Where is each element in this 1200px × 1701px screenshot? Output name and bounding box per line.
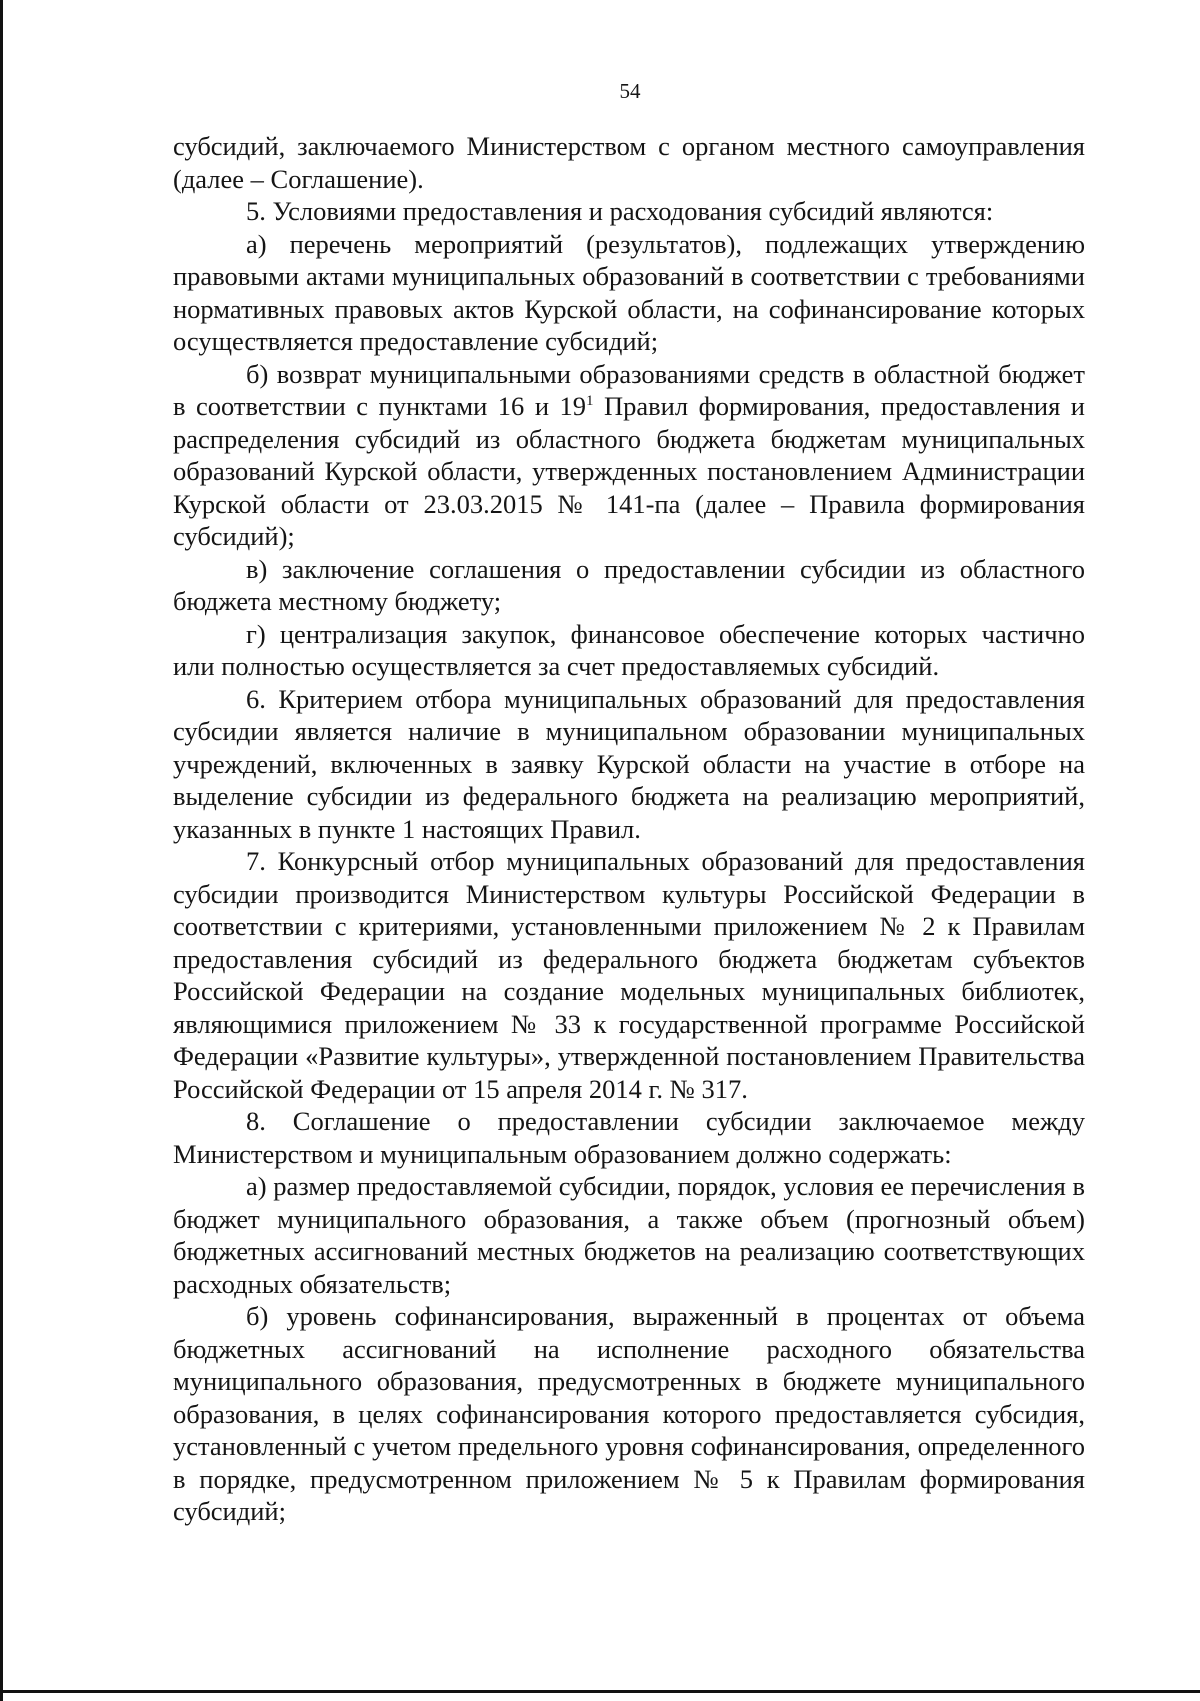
paragraph-item-8a: а) размер предоставляемой субсидии, порядок, условия ее перечисления в бюджет муниципального образования, а также объем (прогнозный объем) бюджетных ассигнований местных бюджетов на реализацию соответствующих расходных обязательств;	[173, 1171, 1085, 1299]
paragraph-item-5: 5. Условиями предоставления и расходования субсидий являются:	[246, 196, 994, 226]
scan-edge-left	[0, 0, 3, 1701]
paragraph-item-8: 8. Соглашение о предоставлении субсидии заключаемое между Министерством и муниципальным образованием должно содержать:	[173, 1106, 1085, 1169]
paragraph-item-5g: г) централизация закупок, финансовое обеспечение которых частично или полностью осуществляется за счет предоставляемых субсидий.	[173, 618, 1085, 681]
superscript-1: 1	[586, 393, 594, 410]
paragraph-item-8b: б) уровень софинансирования, выраженный в процентах от объема бюджетных ассигнований на исполнение расходного обязательства муниципального образования, предусмотренных в бюджете муниципального образования, в целях софинансирования которого предоставляется субсидия, установленный с учетом предельного уровня софинансирования, определенного в порядке, предусмотренном приложением № 5 к Правилам формирования субсидий;	[173, 1301, 1085, 1526]
paragraph-item-5b-start: б) возврат муниципальными образованиями средств в областной бюджет в соответствии с пунктами 16 и 19	[173, 358, 1085, 421]
page-number: 54	[619, 79, 641, 103]
paragraph-item-5b-end: Правил формирования, предоставления и распределения субсидий из областного бюджета бюджетам муниципальных образований Курской области, утвержденных постановлением Администрации Курской области от 23.03.2015 № 141-па (далее – Правила формирования субсидий);	[173, 391, 1085, 551]
paragraph-item-5b	[173, 358, 1085, 553]
scan-edge-bottom	[0, 1690, 1200, 1693]
document-body	[173, 130, 1085, 1528]
paragraph-item-6: 6. Критерием отбора муниципальных образований для предоставления субсидии является наличие в муниципальном образовании муниципальных учреждений, включенных в заявку Курской области на участие в отборе на выделение субсидии из федерального бюджета на реализацию мероприятий, указанных в пункте 1 настоящих Правил.	[173, 683, 1085, 844]
paragraph-item-5a: а) перечень мероприятий (результатов), подлежащих утверждению правовыми актами муниципальных образований в соответствии с требованиями нормативных правовых актов Курской области, на софинансирование которых осуществляется предоставление субсидий;	[173, 228, 1085, 356]
paragraph-item-5v: в) заключение соглашения о предоставлении субсидии из областного бюджета местному бюджету;	[173, 553, 1085, 616]
paragraph-continuation: субсидий, заключаемого Министерством с органом местного самоуправления (далее – Соглашение).	[173, 131, 1085, 194]
paragraph-item-7: 7. Конкурсный отбор муниципальных образований для предоставления субсидии производится Министерством культуры Российской Федерации в соответствии с критериями, установленными приложением № 2 к Правилам предоставления субсидий из федерального бюджета бюджетам субъектов Российской Федерации на создание модельных муниципальных библиотек, являющимися приложением № 33 к государственной программе Российской Федерации «Развитие культуры», утвержденной постановлением Правительства Российской Федерации от 15 апреля 2014 г. № 317.	[173, 846, 1085, 1104]
